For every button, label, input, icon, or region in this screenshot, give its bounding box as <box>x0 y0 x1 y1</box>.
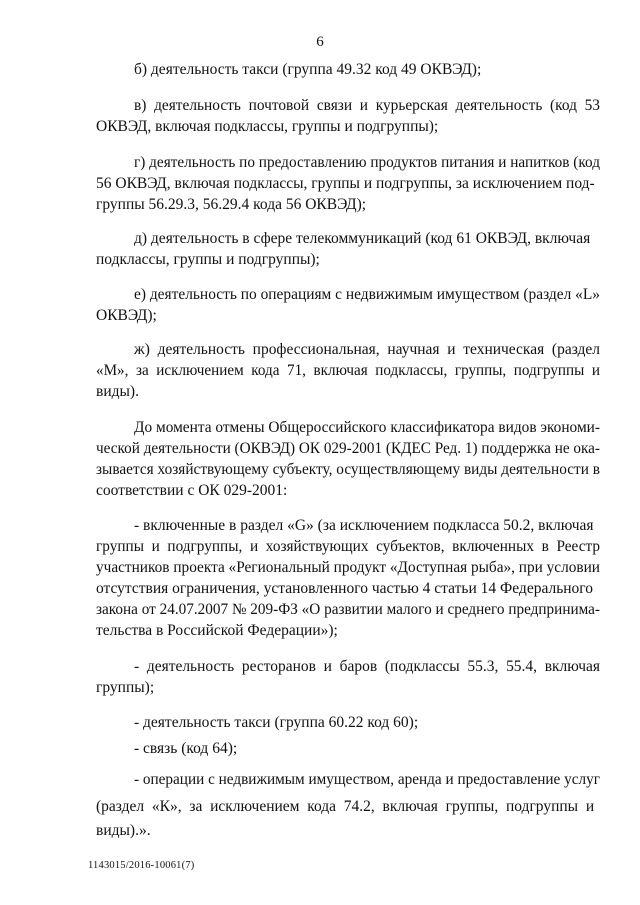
page-number: 6 <box>316 34 324 50</box>
paragraph-line: е) деятельность по операциям с недвижимым имуществом (раздел «L» <box>134 286 601 303</box>
paragraph-line: виды). <box>96 383 139 400</box>
paragraph-line: в) деятельность почтовой связи и курьерская деятельность (код 53 <box>134 97 600 114</box>
paragraph-line: участников проекта «Региональный продукт «Доступная рыба», при условии <box>96 559 600 576</box>
paragraph-line: ж) деятельность профессиональная, научная и техническая (раздел <box>134 341 600 358</box>
paragraph-line: - операции с недвижимым имуществом, аренда и предоставление услуг <box>134 771 600 788</box>
paragraph-line: подклассы, группы и подгруппы); <box>96 251 320 268</box>
paragraph-line: (раздел «К», за исключением кода 74.2, включая группы, подгруппы и <box>96 798 595 815</box>
paragraph-line: закона от 24.07.2007 № 209-ФЗ «О развитии малого и среднего предпринима- <box>96 601 600 618</box>
paragraph-line: зывается хозяйствующему субъекту, осуществляющему виды деятельности в <box>96 461 601 478</box>
paragraph-line: ОКВЭД); <box>96 307 157 324</box>
paragraph-line: - включенные в раздел «G» (за исключением подкласса 50.2, включая <box>134 517 594 534</box>
paragraph-line: группы 56.29.3, 56.29.4 кода 56 ОКВЭД); <box>96 196 367 213</box>
paragraph-line: ОКВЭД, включая подклассы, группы и подгруппы); <box>96 118 439 135</box>
document-footer-code: 1143015/2016-10061(7) <box>88 860 195 871</box>
paragraph-line: ческой деятельности (ОКВЭД) ОК 029-2001 (КДЕС Ред. 1) поддержка не ока- <box>96 440 600 457</box>
paragraph-line: виды).». <box>96 822 151 839</box>
paragraph-line: - связь (код 64); <box>134 740 238 757</box>
paragraph-line: До момента отмены Общероссийского классификатора видов экономи- <box>134 419 600 436</box>
paragraph-line: б) деятельность такси (группа 49.32 код 49 ОКВЭД); <box>134 61 482 78</box>
paragraph-line: - деятельность такси (группа 60.22 код 60); <box>134 714 419 731</box>
paragraph-line: 56 ОКВЭД, включая подклассы, группы и подгруппы, за исключением под- <box>96 175 595 192</box>
paragraph-line: соответствии с ОК 029-2001: <box>96 482 288 499</box>
paragraph-line: «М», за исключением кода 71, включая подклассы, группы, подгруппы и <box>96 362 601 379</box>
paragraph-line: тельства в Российской Федерации»); <box>96 622 338 639</box>
paragraph-line: группы); <box>96 679 155 696</box>
paragraph-line: группы и подгруппы, и хозяйствующих субъектов, включенных в Реестр <box>96 538 600 555</box>
paragraph-line: г) деятельность по предоставлению продуктов питания и напитков (код <box>134 154 600 171</box>
paragraph-line: - деятельность ресторанов и баров (подклассы 55.3, 55.4, включая <box>134 658 600 675</box>
paragraph-line: отсутствия ограничения, установленного частью 4 статьи 14 Федерального <box>96 580 594 597</box>
paragraph-line: д) деятельность в сфере телекоммуникаций (код 61 ОКВЭД, включая <box>134 230 591 247</box>
